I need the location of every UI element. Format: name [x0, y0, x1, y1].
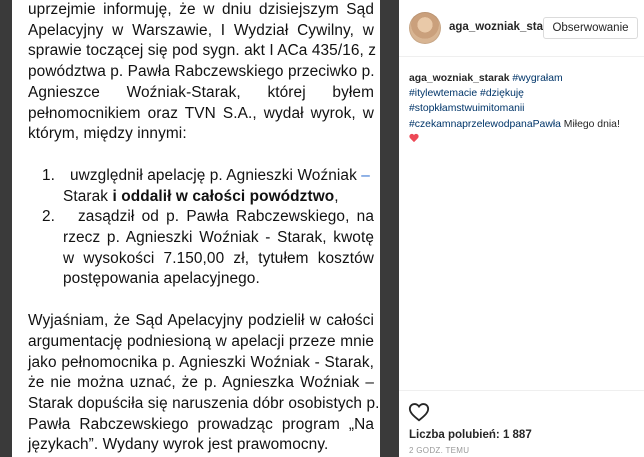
para2-line-5: Starak dopuściła się naruszenia dóbr osobistych p. — [28, 394, 380, 412]
likes-count[interactable] — [409, 429, 532, 441]
para2-line-4: że nie można uznać, że p. Agnieszka Woźniak – — [28, 374, 374, 392]
letter-line-6: pełnomocnikiem oraz TVN S.A., wydał wyrok, w — [28, 104, 374, 122]
instagram-post-panel — [399, 0, 644, 457]
caption-trailing-text: Miłego dnia! — [560, 118, 620, 130]
list-number-1: 1. — [42, 166, 56, 184]
post-caption — [409, 71, 641, 143]
hashtag-wygralam[interactable]: #wygrałam — [512, 73, 563, 84]
list-1-dash: – — [361, 166, 370, 184]
list-2-line-3: w wysokości 7.150,00 zł, tytułem kosztów — [63, 249, 374, 267]
para2-line-6: Pawła Rabczewskiego prowadząc program „Na — [28, 415, 374, 433]
hashtag-stopklamstwu[interactable]: #stopkłamstwuimitomanii — [409, 103, 525, 115]
letter-line-4: powództwa p. Pawła Rabczewskiego przeciwko p. — [28, 63, 375, 81]
heart-outline-icon[interactable] — [408, 401, 430, 423]
likes-number: 1 887 — [502, 429, 532, 441]
likes-label: Liczba polubień: — [409, 429, 500, 441]
para2-line-7: językach”. Wydany wyrok jest prawomocny. — [28, 436, 329, 454]
header-username[interactable]: aga_wozniak_sta — [449, 21, 543, 33]
post-actions — [399, 390, 644, 457]
list-number-2: 2. — [42, 208, 56, 226]
court-letter-image — [12, 0, 380, 457]
avatar[interactable] — [409, 12, 441, 44]
list-item-2 — [28, 207, 374, 290]
letter-line-1: uprzejmie informuję, że w dniu dzisiejszym Sąd — [28, 1, 374, 18]
para2-line-3: jako pełnomocnika p. Agnieszki Woźniak - Starak, — [28, 353, 374, 371]
left-dark-border — [0, 0, 12, 457]
para2-line-2: argumentację podniesioną w apelacji przeze mnie — [28, 332, 374, 350]
letter-line-3: sprawie toczącej się pod sygn. akt I ACa 435/16, z — [28, 42, 377, 60]
middle-dark-border — [380, 0, 399, 457]
hashtag-itylewtemacie[interactable]: #itylewtemacie — [409, 88, 478, 100]
letter-line-5: Agnieszce Woźniak-Starak, której byłem — [28, 83, 374, 101]
hashtag-czekamnaprzelew[interactable]: #czekamnaprzelewodpanaPawła — [409, 118, 561, 130]
list-1-line-2-start: Starak — [63, 187, 113, 205]
list-1-line-2-bold: i oddalił w całości powództwo — [112, 187, 335, 205]
list-2-line-1: zasądził od p. Pawła Rabczewskiego, na — [78, 208, 374, 226]
letter-text — [28, 0, 380, 456]
list-item-1 — [28, 166, 374, 207]
follow-button[interactable]: Obserwowanie — [543, 17, 638, 39]
hashtag-dziekuje[interactable]: #dziękuję — [480, 88, 524, 100]
red-heart-emoji-icon — [409, 133, 419, 143]
list-1-line-2-end: , — [334, 187, 339, 205]
letter-line-2: Apelacyjny w Warszawie, I Wydział Cywilny, w — [28, 21, 374, 39]
para2-line-1: Wyjaśniam, że Sąd Apelacyjny podzielił w całości — [28, 312, 374, 330]
post-timestamp: 2 GODZ. TEMU — [409, 446, 470, 455]
post-header — [399, 0, 644, 57]
list-1-line-1: uwzględnił apelację p. Agnieszki Woźniak — [70, 166, 357, 184]
caption-username[interactable]: aga_wozniak_starak — [409, 73, 510, 84]
list-2-line-4: postępowania apelacyjnego. — [63, 270, 260, 288]
list-2-line-2: rzecz p. Agnieszki Woźniak - Starak, kwotę — [63, 229, 374, 247]
letter-line-7: którym, między innymi: — [28, 125, 187, 143]
